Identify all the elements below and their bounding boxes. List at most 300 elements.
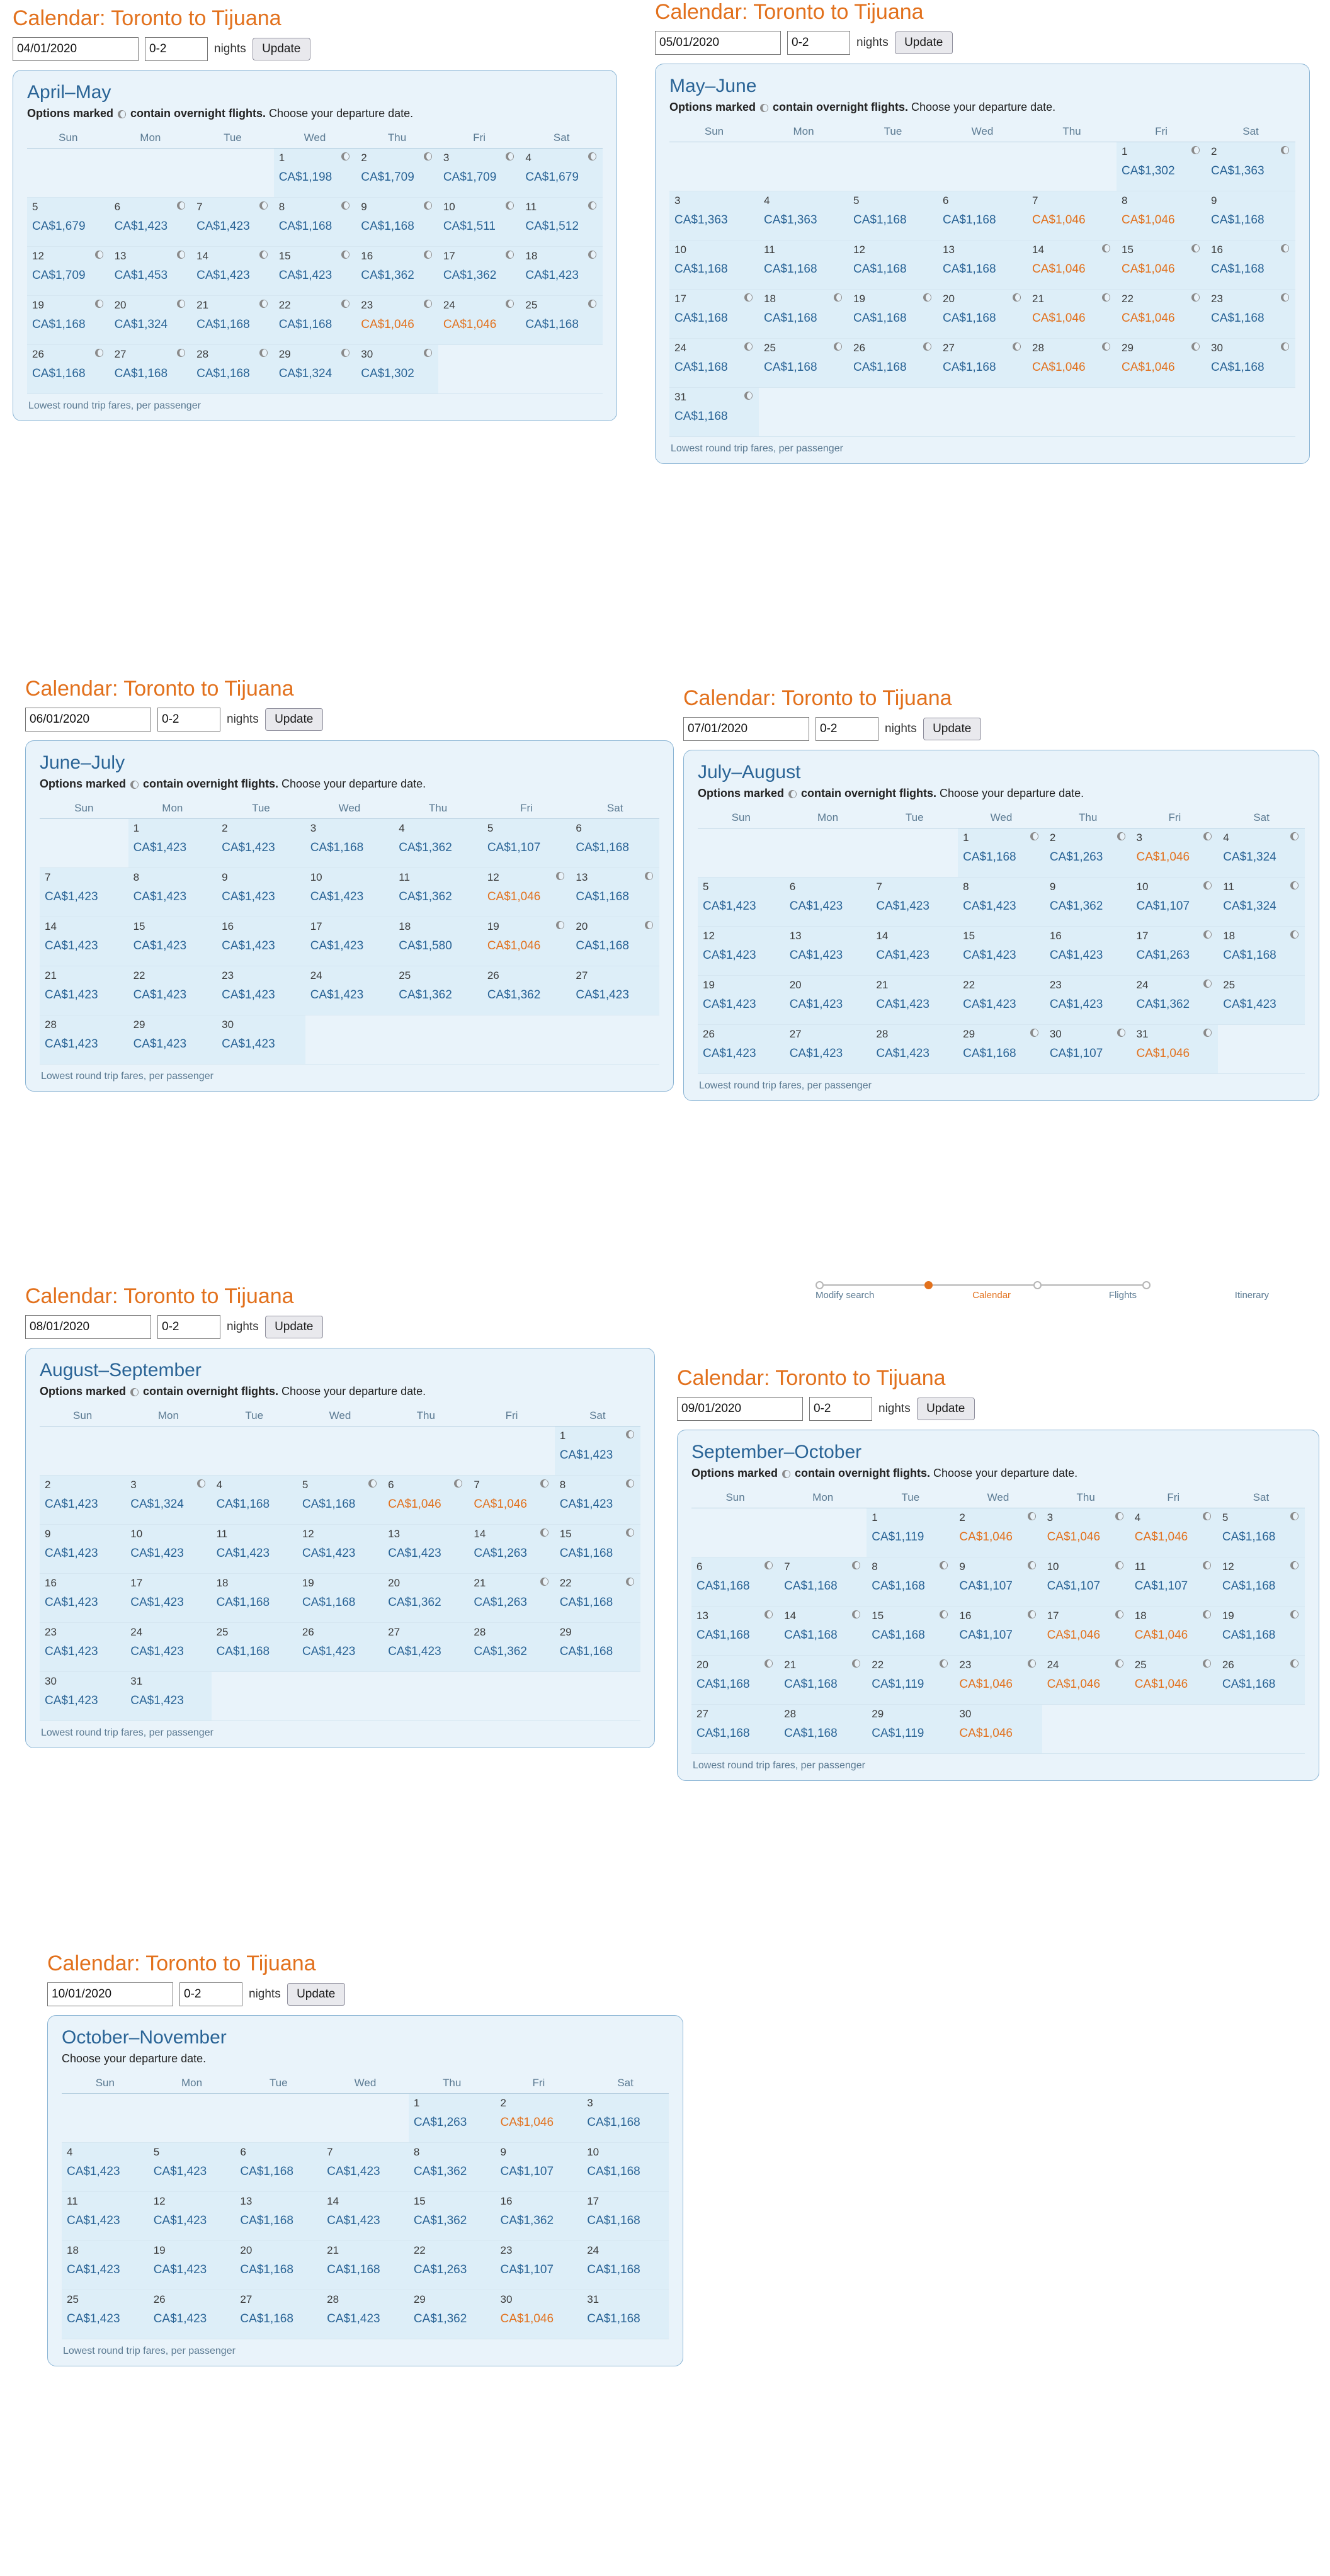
calendar-day-cell[interactable] (958, 976, 1045, 1025)
calendar-day-cell[interactable] (149, 2290, 236, 2339)
fare-price[interactable]: CA$1,168 (1223, 948, 1276, 962)
calendar-day-cell[interactable] (759, 191, 848, 240)
fare-price[interactable]: CA$1,453 (114, 268, 168, 282)
fare-price[interactable]: CA$1,423 (153, 2312, 207, 2325)
calendar-day-cell[interactable] (297, 1525, 383, 1574)
calendar-day-cell[interactable] (40, 1525, 125, 1574)
calendar-day-cell[interactable] (438, 149, 521, 198)
fare-price-lowest[interactable]: CA$1,046 (361, 317, 414, 331)
fare-price[interactable]: CA$1,362 (474, 1644, 527, 1658)
fare-price[interactable]: CA$1,423 (153, 2164, 207, 2178)
calendar-day-cell[interactable] (938, 240, 1027, 290)
fare-price[interactable]: CA$1,423 (525, 268, 579, 282)
fare-price[interactable]: CA$1,423 (576, 988, 629, 1002)
fare-price[interactable]: CA$1,168 (1222, 1628, 1276, 1642)
calendar-day-cell[interactable] (235, 2143, 322, 2192)
calendar-day-cell[interactable] (1042, 1607, 1130, 1656)
calendar-day-cell[interactable] (149, 2241, 236, 2290)
fare-price[interactable]: CA$1,302 (361, 366, 414, 380)
fare-price[interactable]: CA$1,423 (196, 268, 250, 282)
fare-price[interactable]: CA$1,168 (559, 1546, 613, 1560)
fare-price[interactable]: CA$1,423 (703, 997, 756, 1011)
calendar-day-cell[interactable] (520, 247, 603, 296)
nights-input[interactable] (179, 1982, 242, 2006)
fare-price[interactable]: CA$1,168 (784, 1579, 838, 1593)
fare-price[interactable]: CA$1,168 (587, 2213, 640, 2227)
calendar-day-cell[interactable] (669, 290, 759, 339)
fare-price[interactable]: CA$1,168 (674, 311, 728, 325)
calendar-day-cell[interactable] (383, 1476, 469, 1525)
nights-input[interactable] (145, 37, 208, 61)
calendar-day-cell[interactable] (691, 1557, 779, 1607)
calendar-day-cell[interactable] (555, 1476, 640, 1525)
calendar-day-cell[interactable] (779, 1656, 867, 1705)
fare-price[interactable]: CA$1,423 (216, 1546, 270, 1560)
calendar-day-cell[interactable] (520, 198, 603, 247)
fare-price[interactable]: CA$1,423 (327, 2213, 380, 2227)
fare-price[interactable]: CA$1,107 (1049, 1046, 1103, 1060)
fare-price[interactable]: CA$1,168 (872, 1628, 925, 1642)
fare-price[interactable]: CA$1,423 (876, 948, 929, 962)
calendar-day-cell[interactable] (27, 345, 110, 394)
fare-price[interactable]: CA$1,168 (587, 2164, 640, 2178)
calendar-day-cell[interactable] (555, 1426, 640, 1476)
fare-price[interactable]: CA$1,423 (703, 948, 756, 962)
fare-price[interactable]: CA$1,168 (696, 1579, 750, 1593)
calendar-day-cell[interactable] (1117, 290, 1206, 339)
fare-price[interactable]: CA$1,168 (784, 1628, 838, 1642)
calendar-day-cell[interactable] (394, 868, 482, 917)
calendar-day-cell[interactable] (571, 917, 659, 966)
fare-price[interactable]: CA$1,168 (696, 1726, 750, 1740)
calendar-day-cell[interactable] (356, 198, 438, 247)
calendar-day-cell[interactable] (40, 1015, 128, 1065)
calendar-day-cell[interactable] (305, 868, 394, 917)
fare-price[interactable]: CA$1,168 (853, 311, 907, 325)
calendar-day-cell[interactable] (867, 1607, 954, 1656)
fare-price[interactable]: CA$1,362 (1049, 899, 1103, 913)
calendar-day-cell[interactable] (469, 1476, 554, 1525)
calendar-day-cell[interactable] (128, 917, 217, 966)
progress-dot-calendar[interactable] (924, 1281, 933, 1289)
calendar-day-cell[interactable] (759, 339, 848, 388)
calendar-day-cell[interactable] (1045, 927, 1132, 976)
fare-price[interactable]: CA$1,168 (559, 1595, 613, 1609)
fare-price[interactable]: CA$1,107 (500, 2164, 554, 2178)
calendar-day-cell[interactable] (785, 878, 872, 927)
nights-input[interactable] (787, 31, 850, 55)
calendar-day-cell[interactable] (871, 878, 958, 927)
calendar-day-cell[interactable] (62, 2143, 149, 2192)
fare-price[interactable]: CA$1,168 (576, 890, 629, 903)
fare-price[interactable]: CA$1,168 (943, 262, 996, 276)
calendar-day-cell[interactable] (555, 1525, 640, 1574)
calendar-day-cell[interactable] (409, 2290, 496, 2339)
fare-price[interactable]: CA$1,423 (67, 2164, 120, 2178)
fare-price[interactable]: CA$1,363 (674, 213, 728, 227)
update-button[interactable]: Update (923, 718, 981, 740)
calendar-day-cell[interactable] (356, 149, 438, 198)
calendar-day-cell[interactable] (1130, 1557, 1217, 1607)
fare-price[interactable]: CA$1,263 (474, 1546, 527, 1560)
fare-price[interactable]: CA$1,423 (1223, 997, 1276, 1011)
calendar-day-cell[interactable] (1206, 240, 1295, 290)
fare-price-lowest[interactable]: CA$1,046 (487, 890, 541, 903)
calendar-day-cell[interactable] (1217, 1607, 1305, 1656)
fare-price-lowest[interactable]: CA$1,046 (1134, 1628, 1188, 1642)
calendar-day-cell[interactable] (469, 1525, 554, 1574)
calendar-day-cell[interactable] (217, 917, 305, 966)
fare-price[interactable]: CA$1,168 (674, 409, 728, 423)
fare-price[interactable]: CA$1,679 (32, 219, 86, 233)
fare-price[interactable]: CA$1,107 (1136, 899, 1190, 913)
fare-price[interactable]: CA$1,423 (876, 997, 929, 1011)
calendar-day-cell[interactable] (848, 191, 938, 240)
calendar-day-cell[interactable] (322, 2290, 409, 2339)
fare-price[interactable]: CA$1,168 (32, 366, 86, 380)
fare-price[interactable]: CA$1,168 (1211, 213, 1265, 227)
fare-price[interactable]: CA$1,362 (388, 1595, 441, 1609)
fare-price[interactable]: CA$1,168 (764, 262, 817, 276)
calendar-day-cell[interactable] (40, 917, 128, 966)
fare-price[interactable]: CA$1,263 (474, 1595, 527, 1609)
fare-price[interactable]: CA$1,263 (413, 2262, 467, 2276)
fare-price[interactable]: CA$1,168 (784, 1726, 838, 1740)
fare-price[interactable]: CA$1,168 (1211, 262, 1265, 276)
calendar-day-cell[interactable] (582, 2290, 669, 2339)
calendar-day-cell[interactable] (954, 1557, 1042, 1607)
calendar-day-cell[interactable] (698, 878, 785, 927)
calendar-day-cell[interactable] (871, 927, 958, 976)
fare-price-lowest[interactable]: CA$1,046 (959, 1530, 1013, 1544)
fare-price[interactable]: CA$1,168 (576, 939, 629, 952)
calendar-day-cell[interactable] (571, 868, 659, 917)
fare-price-lowest[interactable]: CA$1,046 (1032, 213, 1086, 227)
calendar-day-cell[interactable] (40, 868, 128, 917)
fare-price[interactable]: CA$1,362 (399, 890, 452, 903)
calendar-day-cell[interactable] (469, 1574, 554, 1623)
calendar-day-cell[interactable] (1117, 142, 1206, 191)
fare-price[interactable]: CA$1,168 (196, 317, 250, 331)
fare-price[interactable]: CA$1,423 (130, 1693, 184, 1707)
fare-price[interactable]: CA$1,423 (963, 899, 1016, 913)
fare-price-lowest[interactable]: CA$1,046 (1047, 1628, 1101, 1642)
departure-date-input[interactable] (677, 1397, 803, 1421)
progress-dot-modify-search[interactable] (816, 1281, 824, 1289)
calendar-day-cell[interactable] (1117, 339, 1206, 388)
fare-price[interactable]: CA$1,423 (45, 1546, 98, 1560)
calendar-day-cell[interactable] (958, 927, 1045, 976)
fare-price-lowest[interactable]: CA$1,046 (487, 939, 541, 952)
calendar-day-cell[interactable] (1130, 1607, 1217, 1656)
calendar-day-cell[interactable] (669, 240, 759, 290)
fare-price[interactable]: CA$1,168 (525, 317, 579, 331)
fare-price[interactable]: CA$1,423 (45, 1644, 98, 1658)
fare-price[interactable]: CA$1,263 (1049, 850, 1103, 864)
fare-price[interactable]: CA$1,423 (703, 899, 756, 913)
calendar-day-cell[interactable] (954, 1656, 1042, 1705)
fare-price[interactable]: CA$1,362 (413, 2164, 467, 2178)
fare-price[interactable]: CA$1,107 (959, 1579, 1013, 1593)
fare-price[interactable]: CA$1,423 (45, 939, 98, 952)
calendar-day-cell[interactable] (394, 917, 482, 966)
fare-price[interactable]: CA$1,168 (853, 262, 907, 276)
fare-price[interactable]: CA$1,263 (1136, 948, 1190, 962)
fare-price[interactable]: CA$1,324 (130, 1497, 184, 1511)
calendar-day-cell[interactable] (582, 2241, 669, 2290)
fare-price[interactable]: CA$1,363 (1211, 164, 1265, 178)
fare-price[interactable]: CA$1,423 (963, 997, 1016, 1011)
calendar-day-cell[interactable] (217, 868, 305, 917)
progress-dot-flights[interactable] (1033, 1281, 1042, 1289)
departure-date-input[interactable] (683, 717, 809, 741)
calendar-day-cell[interactable] (212, 1525, 297, 1574)
calendar-day-cell[interactable] (482, 868, 571, 917)
calendar-day-cell[interactable] (394, 966, 482, 1015)
calendar-day-cell[interactable] (1218, 878, 1305, 927)
calendar-day-cell[interactable] (191, 296, 274, 345)
fare-price[interactable]: CA$1,423 (45, 1693, 98, 1707)
calendar-day-cell[interactable] (274, 345, 356, 394)
fare-price[interactable]: CA$1,168 (278, 317, 332, 331)
calendar-day-cell[interactable] (1218, 828, 1305, 878)
fare-price[interactable]: CA$1,709 (443, 170, 497, 184)
calendar-day-cell[interactable] (322, 2143, 409, 2192)
update-button[interactable]: Update (917, 1398, 975, 1420)
fare-price[interactable]: CA$1,119 (872, 1677, 924, 1691)
calendar-day-cell[interactable] (212, 1476, 297, 1525)
calendar-day-cell[interactable] (27, 198, 110, 247)
fare-price[interactable]: CA$1,362 (500, 2213, 554, 2227)
fare-price[interactable]: CA$1,362 (1136, 997, 1190, 1011)
calendar-day-cell[interactable] (438, 247, 521, 296)
calendar-day-cell[interactable] (305, 966, 394, 1015)
calendar-day-cell[interactable] (409, 2241, 496, 2290)
fare-price[interactable]: CA$1,168 (216, 1595, 270, 1609)
fare-price[interactable]: CA$1,362 (413, 2312, 467, 2325)
calendar-day-cell[interactable] (62, 2290, 149, 2339)
fare-price[interactable]: CA$1,168 (302, 1595, 356, 1609)
fare-price[interactable]: CA$1,423 (45, 1037, 98, 1051)
fare-price[interactable]: CA$1,423 (310, 939, 364, 952)
fare-price[interactable]: CA$1,168 (196, 366, 250, 380)
calendar-day-cell[interactable] (1045, 878, 1132, 927)
calendar-day-cell[interactable] (571, 819, 659, 868)
calendar-day-cell[interactable] (1045, 1025, 1132, 1074)
fare-price[interactable]: CA$1,423 (153, 2213, 207, 2227)
calendar-day-cell[interactable] (496, 2192, 583, 2241)
fare-price[interactable]: CA$1,168 (784, 1677, 838, 1691)
fare-price-lowest[interactable]: CA$1,046 (1122, 311, 1175, 325)
fare-price[interactable]: CA$1,423 (327, 2164, 380, 2178)
fare-price[interactable]: CA$1,168 (963, 1046, 1016, 1060)
calendar-day-cell[interactable] (1130, 1508, 1217, 1557)
progress-dot-itinerary[interactable] (1142, 1281, 1151, 1289)
calendar-day-cell[interactable] (217, 966, 305, 1015)
calendar-day-cell[interactable] (125, 1476, 211, 1525)
fare-price[interactable]: CA$1,362 (399, 988, 452, 1002)
calendar-day-cell[interactable] (954, 1705, 1042, 1754)
fare-price-lowest[interactable]: CA$1,046 (500, 2312, 554, 2325)
calendar-day-cell[interactable] (356, 247, 438, 296)
calendar-day-cell[interactable] (40, 1574, 125, 1623)
fare-price[interactable]: CA$1,107 (487, 840, 541, 854)
calendar-day-cell[interactable] (409, 2094, 496, 2143)
calendar-day-cell[interactable] (848, 240, 938, 290)
calendar-day-cell[interactable] (191, 198, 274, 247)
fare-price[interactable]: CA$1,168 (216, 1644, 270, 1658)
fare-price[interactable]: CA$1,168 (674, 262, 728, 276)
calendar-day-cell[interactable] (110, 198, 192, 247)
fare-price[interactable]: CA$1,168 (943, 311, 996, 325)
fare-price[interactable]: CA$1,423 (789, 899, 843, 913)
calendar-day-cell[interactable] (871, 1025, 958, 1074)
departure-date-input[interactable] (655, 31, 781, 55)
calendar-day-cell[interactable] (1045, 828, 1132, 878)
fare-price[interactable]: CA$1,423 (133, 890, 187, 903)
calendar-day-cell[interactable] (235, 2241, 322, 2290)
fare-price[interactable]: CA$1,423 (45, 988, 98, 1002)
calendar-day-cell[interactable] (125, 1574, 211, 1623)
fare-price-lowest[interactable]: CA$1,046 (1122, 262, 1175, 276)
nights-input[interactable] (816, 717, 878, 741)
fare-price[interactable]: CA$1,512 (525, 219, 579, 233)
calendar-day-cell[interactable] (954, 1508, 1042, 1557)
calendar-day-cell[interactable] (1218, 927, 1305, 976)
calendar-day-cell[interactable] (555, 1623, 640, 1672)
calendar-day-cell[interactable] (110, 345, 192, 394)
fare-price-lowest[interactable]: CA$1,046 (959, 1677, 1013, 1691)
fare-price[interactable]: CA$1,362 (399, 840, 452, 854)
fare-price[interactable]: CA$1,107 (1047, 1579, 1101, 1593)
calendar-day-cell[interactable] (582, 2143, 669, 2192)
calendar-day-cell[interactable] (779, 1705, 867, 1754)
fare-price[interactable]: CA$1,168 (1222, 1677, 1276, 1691)
fare-price[interactable]: CA$1,423 (222, 890, 275, 903)
fare-price-lowest[interactable]: CA$1,046 (1122, 360, 1175, 374)
calendar-day-cell[interactable] (62, 2241, 149, 2290)
calendar-day-cell[interactable] (691, 1607, 779, 1656)
fare-price-lowest[interactable]: CA$1,046 (500, 2115, 554, 2129)
fare-price[interactable]: CA$1,107 (500, 2262, 554, 2276)
calendar-day-cell[interactable] (520, 296, 603, 345)
calendar-day-cell[interactable] (274, 198, 356, 247)
fare-price[interactable]: CA$1,423 (1049, 948, 1103, 962)
calendar-day-cell[interactable] (1042, 1508, 1130, 1557)
calendar-day-cell[interactable] (698, 976, 785, 1025)
calendar-day-cell[interactable] (691, 1656, 779, 1705)
calendar-day-cell[interactable] (383, 1574, 469, 1623)
fare-price-lowest[interactable]: CA$1,046 (1136, 1046, 1190, 1060)
fare-price[interactable]: CA$1,423 (67, 2262, 120, 2276)
calendar-day-cell[interactable] (1206, 191, 1295, 240)
fare-price[interactable]: CA$1,168 (587, 2312, 640, 2325)
fare-price[interactable]: CA$1,168 (240, 2312, 293, 2325)
fare-price[interactable]: CA$1,168 (310, 840, 364, 854)
fare-price-lowest[interactable]: CA$1,046 (1032, 360, 1086, 374)
calendar-day-cell[interactable] (409, 2143, 496, 2192)
fare-price[interactable]: CA$1,423 (133, 840, 187, 854)
fare-price-lowest[interactable]: CA$1,046 (959, 1726, 1013, 1740)
fare-price[interactable]: CA$1,709 (361, 170, 414, 184)
calendar-day-cell[interactable] (125, 1672, 211, 1721)
fare-price[interactable]: CA$1,423 (222, 840, 275, 854)
fare-price[interactable]: CA$1,423 (45, 1497, 98, 1511)
fare-price[interactable]: CA$1,168 (943, 360, 996, 374)
fare-price[interactable]: CA$1,168 (327, 2262, 380, 2276)
calendar-day-cell[interactable] (1027, 339, 1117, 388)
calendar-day-cell[interactable] (128, 1015, 217, 1065)
fare-price[interactable]: CA$1,263 (413, 2115, 467, 2129)
fare-price[interactable]: CA$1,362 (487, 988, 541, 1002)
fare-price[interactable]: CA$1,423 (789, 948, 843, 962)
fare-price[interactable]: CA$1,423 (222, 988, 275, 1002)
calendar-day-cell[interactable] (149, 2192, 236, 2241)
fare-price[interactable]: CA$1,168 (1211, 360, 1265, 374)
fare-price[interactable]: CA$1,511 (443, 219, 496, 233)
fare-price[interactable]: CA$1,168 (872, 1579, 925, 1593)
fare-price[interactable]: CA$1,423 (789, 1046, 843, 1060)
calendar-day-cell[interactable] (128, 819, 217, 868)
calendar-day-cell[interactable] (1217, 1508, 1305, 1557)
calendar-day-cell[interactable] (297, 1574, 383, 1623)
fare-price[interactable]: CA$1,423 (876, 899, 929, 913)
calendar-day-cell[interactable] (383, 1623, 469, 1672)
fare-price-lowest[interactable]: CA$1,046 (443, 317, 497, 331)
fare-price[interactable]: CA$1,423 (559, 1497, 613, 1511)
calendar-day-cell[interactable] (235, 2290, 322, 2339)
calendar-day-cell[interactable] (496, 2143, 583, 2192)
fare-price[interactable]: CA$1,168 (1222, 1579, 1276, 1593)
fare-price[interactable]: CA$1,168 (587, 2115, 640, 2129)
fare-price[interactable]: CA$1,168 (853, 360, 907, 374)
calendar-day-cell[interactable] (1218, 976, 1305, 1025)
calendar-day-cell[interactable] (496, 2241, 583, 2290)
calendar-day-cell[interactable] (305, 819, 394, 868)
calendar-day-cell[interactable] (482, 917, 571, 966)
fare-price[interactable]: CA$1,423 (133, 988, 187, 1002)
calendar-day-cell[interactable] (496, 2290, 583, 2339)
calendar-day-cell[interactable] (409, 2192, 496, 2241)
calendar-day-cell[interactable] (582, 2192, 669, 2241)
fare-price[interactable]: CA$1,168 (361, 219, 414, 233)
calendar-day-cell[interactable] (297, 1476, 383, 1525)
fare-price[interactable]: CA$1,107 (959, 1628, 1013, 1642)
calendar-day-cell[interactable] (1042, 1656, 1130, 1705)
fare-price[interactable]: CA$1,168 (963, 850, 1016, 864)
calendar-day-cell[interactable] (125, 1525, 211, 1574)
fare-price-lowest[interactable]: CA$1,046 (1047, 1530, 1101, 1544)
fare-price[interactable]: CA$1,168 (240, 2164, 293, 2178)
calendar-day-cell[interactable] (322, 2192, 409, 2241)
calendar-day-cell[interactable] (958, 878, 1045, 927)
calendar-day-cell[interactable] (1027, 290, 1117, 339)
calendar-day-cell[interactable] (149, 2143, 236, 2192)
calendar-day-cell[interactable] (669, 388, 759, 437)
calendar-day-cell[interactable] (27, 296, 110, 345)
calendar-day-cell[interactable] (669, 191, 759, 240)
update-button[interactable]: Update (265, 1316, 323, 1338)
fare-price[interactable]: CA$1,423 (130, 1546, 184, 1560)
fare-price[interactable]: CA$1,423 (789, 997, 843, 1011)
calendar-day-cell[interactable] (217, 819, 305, 868)
fare-price[interactable]: CA$1,362 (443, 268, 497, 282)
fare-price[interactable]: CA$1,168 (302, 1497, 356, 1511)
calendar-day-cell[interactable] (1027, 240, 1117, 290)
calendar-day-cell[interactable] (958, 1025, 1045, 1074)
calendar-day-cell[interactable] (356, 296, 438, 345)
fare-price[interactable]: CA$1,168 (240, 2213, 293, 2227)
